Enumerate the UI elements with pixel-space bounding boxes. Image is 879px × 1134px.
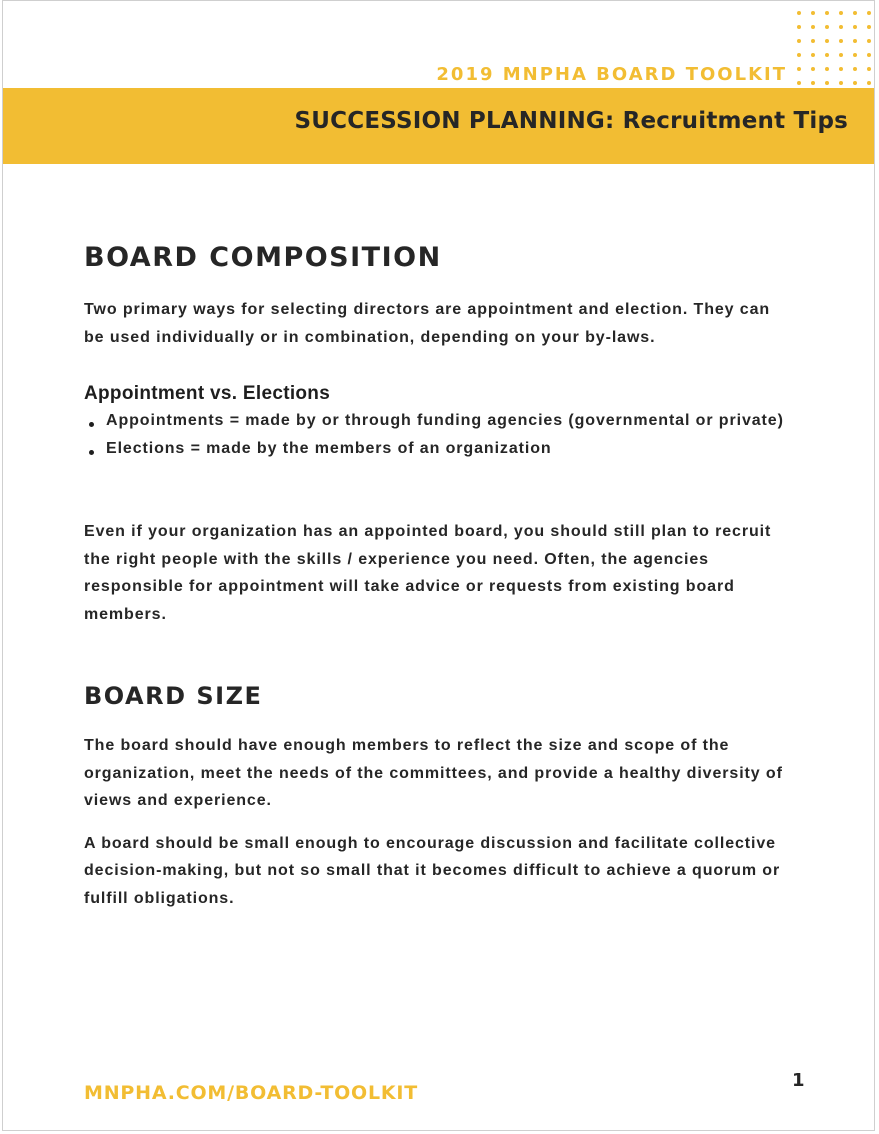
list-item: [84, 435, 784, 463]
list-item-text: Appointments = made by or through funding agencies (governmental or private): [106, 412, 784, 429]
composition-intro-paragraph: Two primary ways for selecting directors are appointment and election. They can be used individually or in combination, depending on your by-laws.: [84, 301, 771, 346]
board-composition-heading: BOARD COMPOSITION: [84, 242, 442, 273]
list-item-text: Elections = made by the members of an organization: [106, 439, 552, 457]
board-size-heading: BOARD SIZE: [84, 682, 263, 710]
toolkit-title: 2019 MNPHA BOARD TOOLKIT: [436, 64, 787, 85]
bullet-icon: [89, 422, 94, 427]
header-banner: [3, 88, 874, 164]
banner-title: SUCCESSION PLANNING: Recruitment Tips: [294, 108, 848, 134]
board-size-paragraph-1: The board should have enough members to reflect the size and scope of the organization, meet the needs of the committees, and provide a healthy diversity of views and experience.: [84, 737, 783, 809]
footer-website-link[interactable]: MNPHA.COM/BOARD-TOOLKIT: [84, 1082, 419, 1104]
decorative-dot-grid: [792, 6, 876, 90]
appointment-elections-list: [84, 407, 784, 462]
board-size-paragraph-2: A board should be small enough to encourage discussion and facilitate collective decision-making, but not so small that it becomes difficult to achieve a quorum or fulfill obligations.: [84, 834, 781, 907]
appointed-board-paragraph: Even if your organization has an appointed board, you should still plan to recruit the right people with the skills / experience you need. Often, the agencies responsible for appointment will take advice or requests from existing board members.: [84, 523, 772, 623]
list-item: [84, 407, 784, 435]
main-content: [84, 240, 784, 912]
appointment-vs-elections-heading: Appointment vs. Elections: [84, 383, 331, 404]
bullet-icon: [89, 450, 94, 455]
page-number: 1: [792, 1070, 805, 1091]
